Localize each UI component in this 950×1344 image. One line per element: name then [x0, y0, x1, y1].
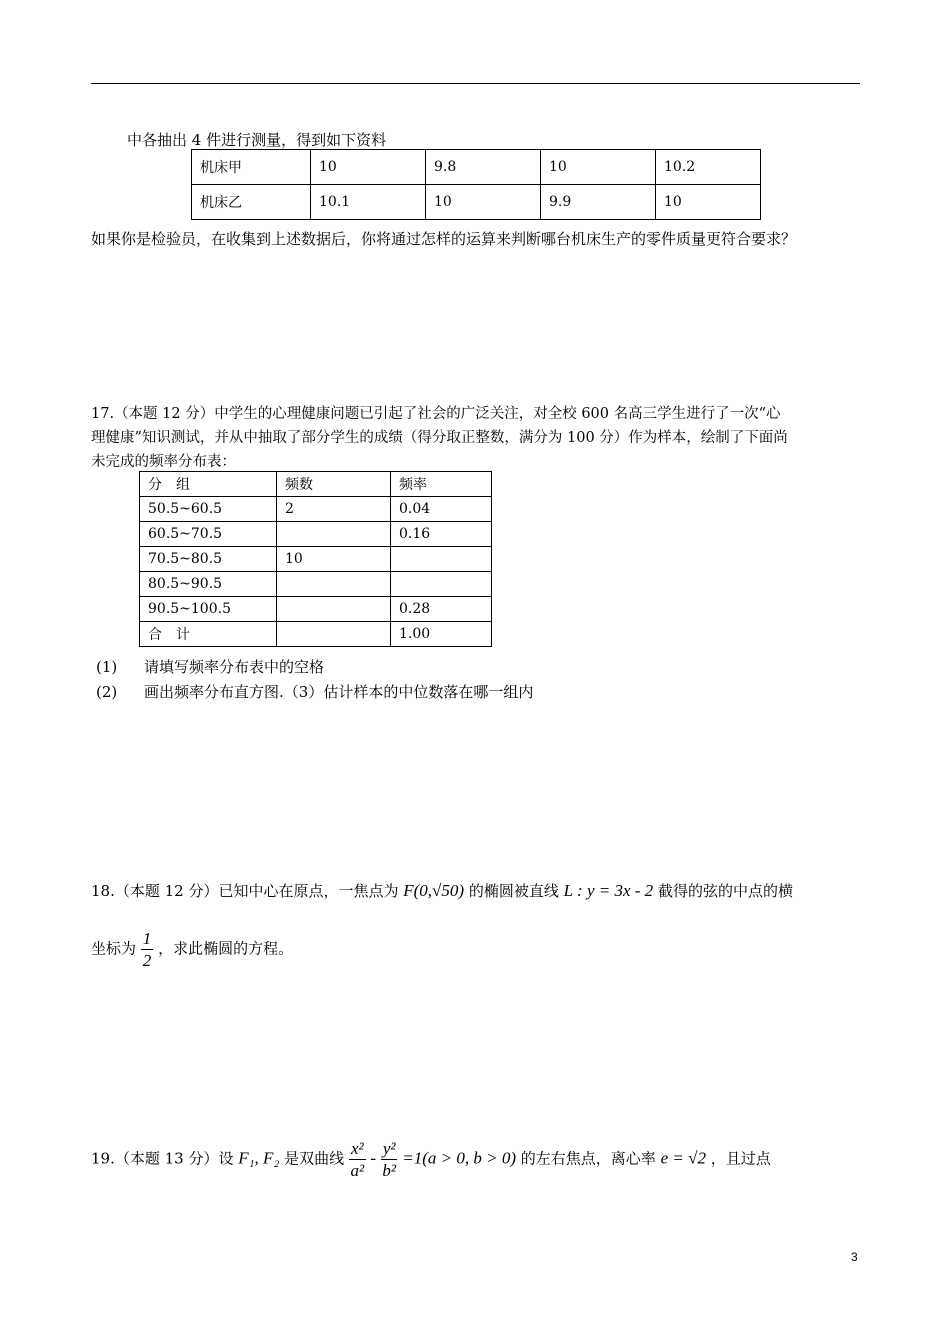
table-cell [277, 572, 391, 597]
table-cell: 80.5~90.5 [140, 572, 277, 597]
table-row [140, 572, 492, 597]
fraction-numerator: 1 [142, 929, 152, 948]
table-cell: 9.9 [541, 185, 656, 220]
q18-suffix: 截得的弦的中点的横 [657, 882, 793, 900]
q19-mid: 是双曲线 [284, 1149, 345, 1168]
minus-sign: - [370, 1148, 377, 1168]
sub-question-text: 画出频率分布直方图.（3）估计样本的中位数落在哪一组内 [144, 683, 534, 701]
table-cell: 机床甲 [192, 150, 311, 185]
table-header-cell: 频数 [277, 472, 391, 497]
q18-line1 [91, 880, 793, 901]
q18-prefix: 18.（本题 12 分）已知中心在原点，一焦点为 [91, 882, 399, 900]
fraction-numerator: x² [350, 1139, 364, 1158]
q17-line3: 未完成的频率分布表： [91, 454, 236, 470]
table-cell: 2 [277, 497, 391, 522]
q16-question: 如果你是检验员，在收集到上述数据后，你将通过怎样的运算来判断哪台机床生产的零件质量更符合要求？ [91, 230, 797, 248]
q17-line1: 17.（本题 12 分）中学生的心理健康问题已引起了社会的广泛关注，对全校 600 名高三学生进行了一次“心 [91, 406, 781, 422]
sub-question-text: 请填写频率分布表中的空格 [144, 658, 325, 676]
table-row [140, 622, 492, 647]
table-cell: 70.5~80.5 [140, 547, 277, 572]
q18-line-equation: L : y = 3x - 2 [563, 881, 654, 900]
table-header-cell: 分 组 [140, 472, 277, 497]
table-row [140, 597, 492, 622]
q18-mid: 的椭圆被直线 [468, 882, 559, 900]
fraction-x-over-a [349, 1140, 366, 1179]
table-header-row [140, 472, 492, 497]
table-cell: 50.5~60.5 [140, 497, 277, 522]
table-cell: 合 计 [140, 622, 277, 647]
header-rule [91, 83, 860, 84]
fraction-one-half [141, 930, 154, 969]
fraction-y-over-b [381, 1140, 398, 1179]
table-row [140, 547, 492, 572]
fraction-denominator: 2 [142, 951, 152, 970]
table-cell [391, 547, 492, 572]
table-cell: 10.2 [656, 150, 761, 185]
machine-measurement-table [191, 149, 761, 220]
table-cell [277, 522, 391, 547]
q18-line2-suffix: ，求此椭圆的方程。 [158, 939, 294, 958]
table-cell: 10.1 [311, 185, 426, 220]
sub-question-number: (1) [96, 658, 118, 676]
table-cell: 1.00 [391, 622, 492, 647]
table-cell: 10 [541, 150, 656, 185]
table-cell: 9.8 [426, 150, 541, 185]
table-cell [277, 622, 391, 647]
table-cell: 10 [311, 150, 426, 185]
fraction-denominator: b² [382, 1161, 396, 1180]
q19-suffix: ，且过点 [710, 1149, 771, 1168]
q19-eccentricity: e = √2 [660, 1148, 706, 1168]
table-cell [391, 572, 492, 597]
table-row [192, 185, 761, 220]
table-cell: 90.5~100.5 [140, 597, 277, 622]
q17-sub2 [96, 681, 533, 702]
q19-equation-rhs: =1(a > 0, b > 0) [402, 1148, 517, 1168]
table-cell [277, 597, 391, 622]
q19-foci: F₁, F₂ [238, 1148, 280, 1168]
q17-sub1 [96, 656, 324, 677]
table-cell: 机床乙 [192, 185, 311, 220]
intro-line: 中各抽出 4 件进行测量，得到如下资料 [127, 131, 387, 149]
sub-question-number: (2) [96, 683, 118, 701]
q19-mid2: 的左右焦点，离心率 [520, 1149, 656, 1168]
table-row [192, 150, 761, 185]
page-number: 3 [851, 1250, 858, 1264]
table-cell: 0.28 [391, 597, 492, 622]
frequency-distribution-table [139, 471, 492, 647]
fraction-numerator: y² [382, 1139, 396, 1158]
q18-line2 [91, 930, 293, 969]
table-cell: 0.04 [391, 497, 492, 522]
table-cell: 10 [656, 185, 761, 220]
table-cell: 10 [277, 547, 391, 572]
table-row [140, 522, 492, 547]
q18-line2-prefix: 坐标为 [91, 939, 137, 958]
q18-focus: F(0,√50) [403, 881, 465, 900]
table-cell: 60.5~70.5 [140, 522, 277, 547]
table-header-cell: 频率 [391, 472, 492, 497]
table-cell: 0.16 [391, 522, 492, 547]
table-row [140, 497, 492, 522]
q19-line1 [91, 1140, 771, 1179]
table-cell: 10 [426, 185, 541, 220]
q17-line2: 理健康”知识测试，并从中抽取了部分学生的成绩（得分取正整数，满分为 100 分）作为样本，绘制了下面尚 [91, 430, 788, 446]
q19-prefix: 19.（本题 13 分）设 [91, 1149, 234, 1168]
fraction-denominator: a² [350, 1161, 365, 1180]
